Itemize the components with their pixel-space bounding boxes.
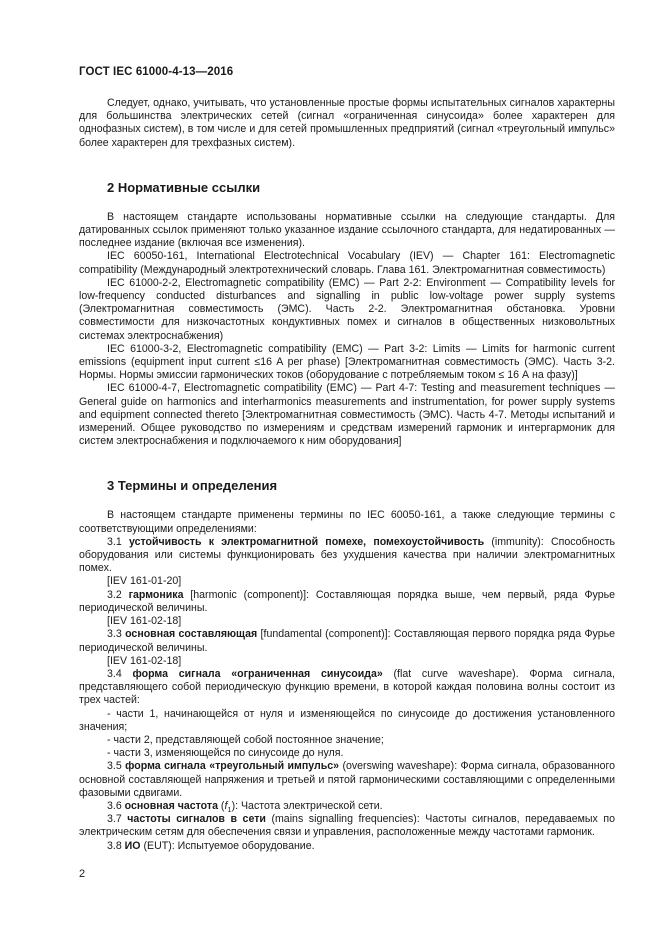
term-name: основная частота	[124, 799, 218, 812]
term-3-8	[79, 840, 615, 853]
term-3-1-reference: [IEV 161-01-20]	[107, 575, 182, 588]
section-3-heading: 3 Термины и определения	[107, 478, 278, 494]
term-3-3-reference: [IEV 161-02-18]	[107, 654, 182, 667]
term-number: 3.3	[107, 628, 126, 641]
term-3-3	[79, 628, 615, 654]
term-3-5	[79, 760, 615, 800]
section-2-heading: 2 Нормативные ссылки	[107, 179, 261, 195]
term-name: форма сигнала «ограниченная синусоида»	[132, 667, 383, 680]
term-name: частоты сигналов в сети	[127, 813, 266, 826]
term-definition: (immunity): Способность оборудования или системы функционировать без ухудшения качества при наличии электромагнитных помех.	[79, 535, 616, 575]
term-3-2	[79, 589, 615, 615]
term-3-4-item-2: - части 2, представляющей собой постоянное значение;	[107, 733, 384, 746]
reference-iec-61000-2-2: IEC 61000-2-2, Electromagnetic compatibility (EMC) — Part 2-2: Environment — Compatibility levels for low-frequency conducted disturbances and signalling in public low-voltage power supply systems (Электромагнитная совместимость (ЭМС). Часть 2-2. Электромагнитная обстановка. Уровни совместимости для низкочастотных кондуктивных помех и сигналов в общественных низковольтных системах электроснабжения)	[79, 276, 615, 342]
reference-iec-61000-3-2: IEC 61000-3-2, Electromagnetic compatibility (EMC) — Part 3-2: Limits — Limits for harmonic current emissions (equipment input current ≤16 A per phase) [Электромагнитная совместимость (ЭМС). Часть 3-2. Нормы. Нормы эмиссии гармонических токов (оборудование с потребляемым током ≤ 16 А на фазу)]	[79, 342, 615, 382]
term-3-1	[79, 536, 615, 576]
term-number: 3.1	[107, 535, 129, 548]
document-header: ГОСТ IEC 61000-4-13—2016	[79, 66, 234, 78]
term-number: 3.5	[107, 760, 126, 773]
term-name: ИО	[124, 839, 141, 852]
term-symbol-subscript: 1	[227, 805, 232, 815]
page-number: 2	[79, 868, 86, 880]
term-3-6: 3.6 основная частота $(f_1)$: Частота электрической сети.	[107, 799, 383, 815]
term-number: 3.6	[107, 799, 125, 812]
term-definition: [fundamental (component)]: Составляющая первого порядка ряда Фурье периодической величины.	[79, 628, 616, 654]
reference-iec-61000-4-7: IEC 61000-4-7, Electromagnetic compatibility (EMC) — Part 4-7: Testing and measurement techniques — General guide on harmonics and interharmonics measurements and instrumentation, for power supply systems and equipment connected thereto [Электромагнитная совместимость (ЭМС). Часть 4-7. Методы испытаний и измерений. Общее руководство по измерениям и средствам измерений гармоник и интергармоник для систем электроснабжения и подключаемого к ним оборудования]	[79, 382, 615, 448]
term-3-4-item-3: - части 3, изменяющейся по синусоиде до нуля.	[107, 747, 344, 760]
term-name: форма сигнала «треугольный импульс»	[125, 760, 340, 773]
section-2-paragraph: В настоящем стандарте использованы нормативные ссылки на следующие стандарты. Для датированных ссылок применяют только указанное издание ссылочного стандарта, для недатированных — последнее издание (включая все изменения).	[79, 210, 615, 250]
term-symbol: f	[224, 799, 228, 812]
term-definition: [harmonic (component)]: Составляющая порядка выше, чем первый, ряда Фурье периодической величины.	[79, 588, 615, 614]
term-definition: (mains signalling frequencies): Частоты сигналов, передаваемых по электрическим сетям для обеспечения связи и управления, расположенные между частотами гармоник.	[79, 813, 616, 839]
term-definition: (flat curve waveshape). Форма сигнала, представляющего собой периодическую функцию времени, в которой каждая половина волны состоит из трех частей:	[79, 667, 615, 707]
term-3-4	[79, 668, 615, 708]
term-definition: ): Частота электрической сети.	[231, 799, 383, 812]
section-3-intro: В настоящем стандарте применены термины по IEC 60050-161, а также следующие термины с соответствующими определениями:	[79, 509, 615, 535]
page-content	[79, 97, 615, 853]
intro-paragraph: Следует, однако, учитывать, что установленные простые формы испытательных сигналов характерны для большинства электрических сетей (сигнал «ограниченная синусоида» более характерен для однофазных систем), в том числе и для сетей промышленных предприятий (сигнал «треугольный импульс» более характерен для трехфазных систем).	[79, 97, 615, 149]
term-name: основная составляющая	[125, 628, 258, 641]
term-3-2-reference: [IEV 161-02-18]	[107, 615, 182, 628]
term-definition: (EUT): Испытуемое оборудование.	[140, 839, 315, 852]
term-number: 3.4	[107, 667, 133, 680]
term-name: устойчивость к электромагнитной помехе, помехоустойчивость	[128, 535, 485, 548]
term-number: 3.2	[107, 588, 129, 601]
term-3-4-item-1: - части 1, начинающейся от нуля и изменяющейся по синусоиде до достижения установленного значения;	[79, 707, 615, 733]
term-number: 3.8	[107, 839, 125, 852]
reference-iec-60050-161: IEC 60050-161, International Electrotechnical Vocabulary (IEV) — Chapter 161: Electromagnetic compatibility (Международный электротехнический словарь. Глава 161. Электромагнитная совместимость)	[79, 250, 615, 276]
term-number: 3.7	[107, 813, 128, 826]
term-3-7	[79, 813, 615, 839]
term-name: гармоника	[128, 588, 184, 601]
term-definition: (overswing waveshape): Форма сигнала, образованного основной составляющей напряжения и третьей и пятой гармоническими составляющими с определенными фазовыми сдвигами.	[79, 760, 615, 799]
